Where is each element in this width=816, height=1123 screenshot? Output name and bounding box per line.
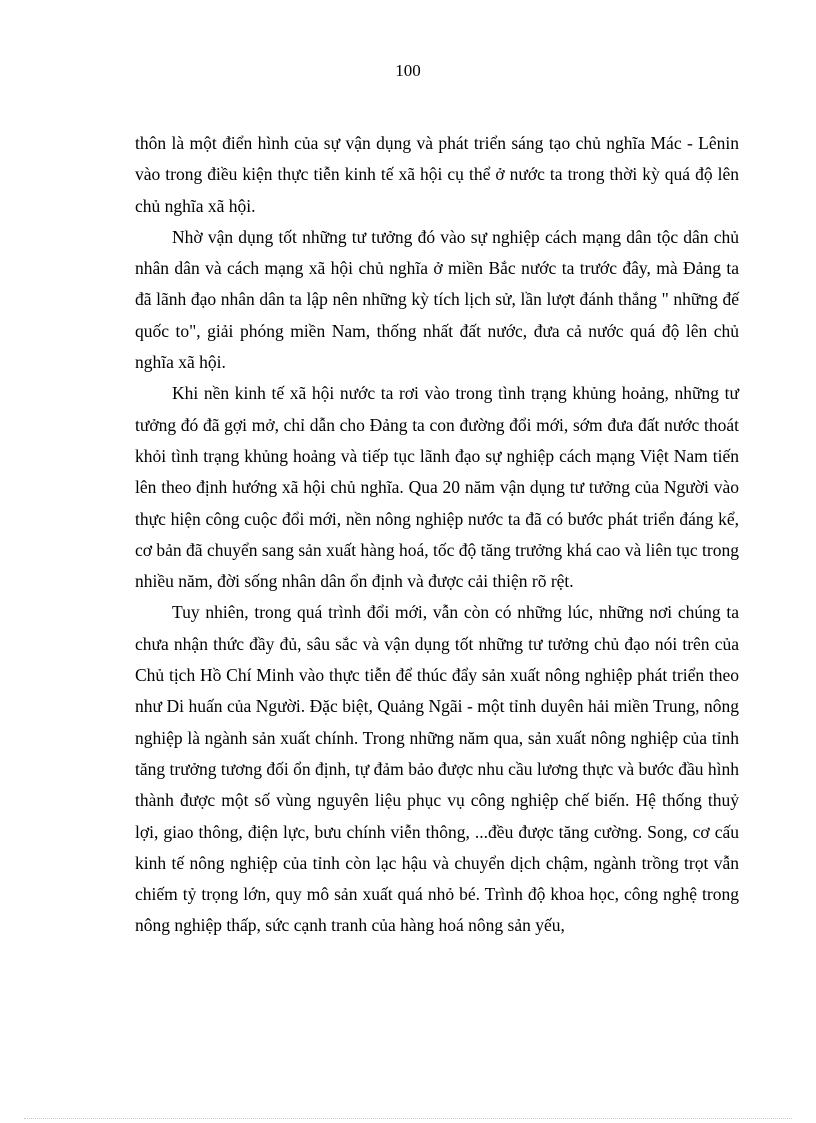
paragraph: Nhờ vận dụng tốt những tư tưởng đó vào sự nghiệp cách mạng dân tộc dân chủ nhân dân và cách mạng xã hội chủ nghĩa ở miền Bắc nước ta trước đây, mà Đảng ta đã lãnh đạo nhân dân ta lập nên những kỳ tích lịch sử, lần lượt đánh thắng " những đế quốc to", giải phóng miền Nam, thống nhất đất nước, đưa cả nước quá độ lên chủ nghĩa xã hội. — [135, 226, 739, 373]
body-text — [135, 128, 739, 942]
page-number: 100 — [395, 61, 421, 80]
page-bottom-border — [24, 1118, 792, 1119]
paragraph: Khi nền kinh tế xã hội nước ta rơi vào trong tình trạng khủng hoảng, những tư tưởng đó đã gợi mở, chỉ dẫn cho Đảng ta con đường đổi mới, sớm đưa đất nước thoát khỏi tình trạng khủng hoảng và tiếp tục lãnh đạo sự nghiệp cách mạng Việt Nam tiến lên theo định hướng xã hội chủ nghĩa. Qua 20 năm vận dụng tư tưởng của Người vào thực hiện công cuộc đổi mới, nền nông nghiệp nước ta đã có bước phát triển đáng kể, cơ bản đã chuyển sang sản xuất hàng hoá, tốc độ tăng trưởng khá cao và liên tục trong nhiều năm, đời sống nhân dân ổn định và được cải thiện rõ rệt. — [135, 383, 739, 592]
paragraph: Tuy nhiên, trong quá trình đổi mới, vẫn còn có những lúc, những nơi chúng ta chưa nhận thức đầy đủ, sâu sắc và vận dụng tốt những tư tưởng chủ đạo nói trên của Chủ tịch Hồ Chí Minh vào thực tiễn để thúc đẩy sản xuất nông nghiệp phát triển theo như Di huấn của Người. Đặc biệt, Quảng Ngãi - một tỉnh duyên hải miền Trung, nông nghiệp là ngành sản xuất chính. Trong những năm qua, sản xuất nông nghiệp của tỉnh tăng trưởng tương đối ổn định, tự đảm bảo được nhu cầu lương thực và bước đầu hình thành được một số vùng nguyên liệu phục vụ công nghiệp chế biến. Hệ thống thuỷ lợi, giao thông, điện lực, bưu chính viễn thông, ...đều được tăng cường. Song, cơ cấu kinh tế nông nghiệp của tỉnh còn lạc hậu và chuyển dịch chậm, ngành trồng trọt vẫn chiếm tỷ trọng lớn, quy mô sản xuất quá nhỏ bé. Trình độ khoa học, công nghệ trong nông nghiệp thấp, sức cạnh tranh của hàng hoá nông sản yếu, — [135, 602, 739, 936]
paragraph-continued: thôn là một điển hình của sự vận dụng và phát triển sáng tạo chủ nghĩa Mác - Lênin vào trong điều kiện thực tiễn kinh tế xã hội cụ thể ở nước ta trong thời kỳ quá độ lên chủ nghĩa xã hội. — [135, 133, 739, 216]
